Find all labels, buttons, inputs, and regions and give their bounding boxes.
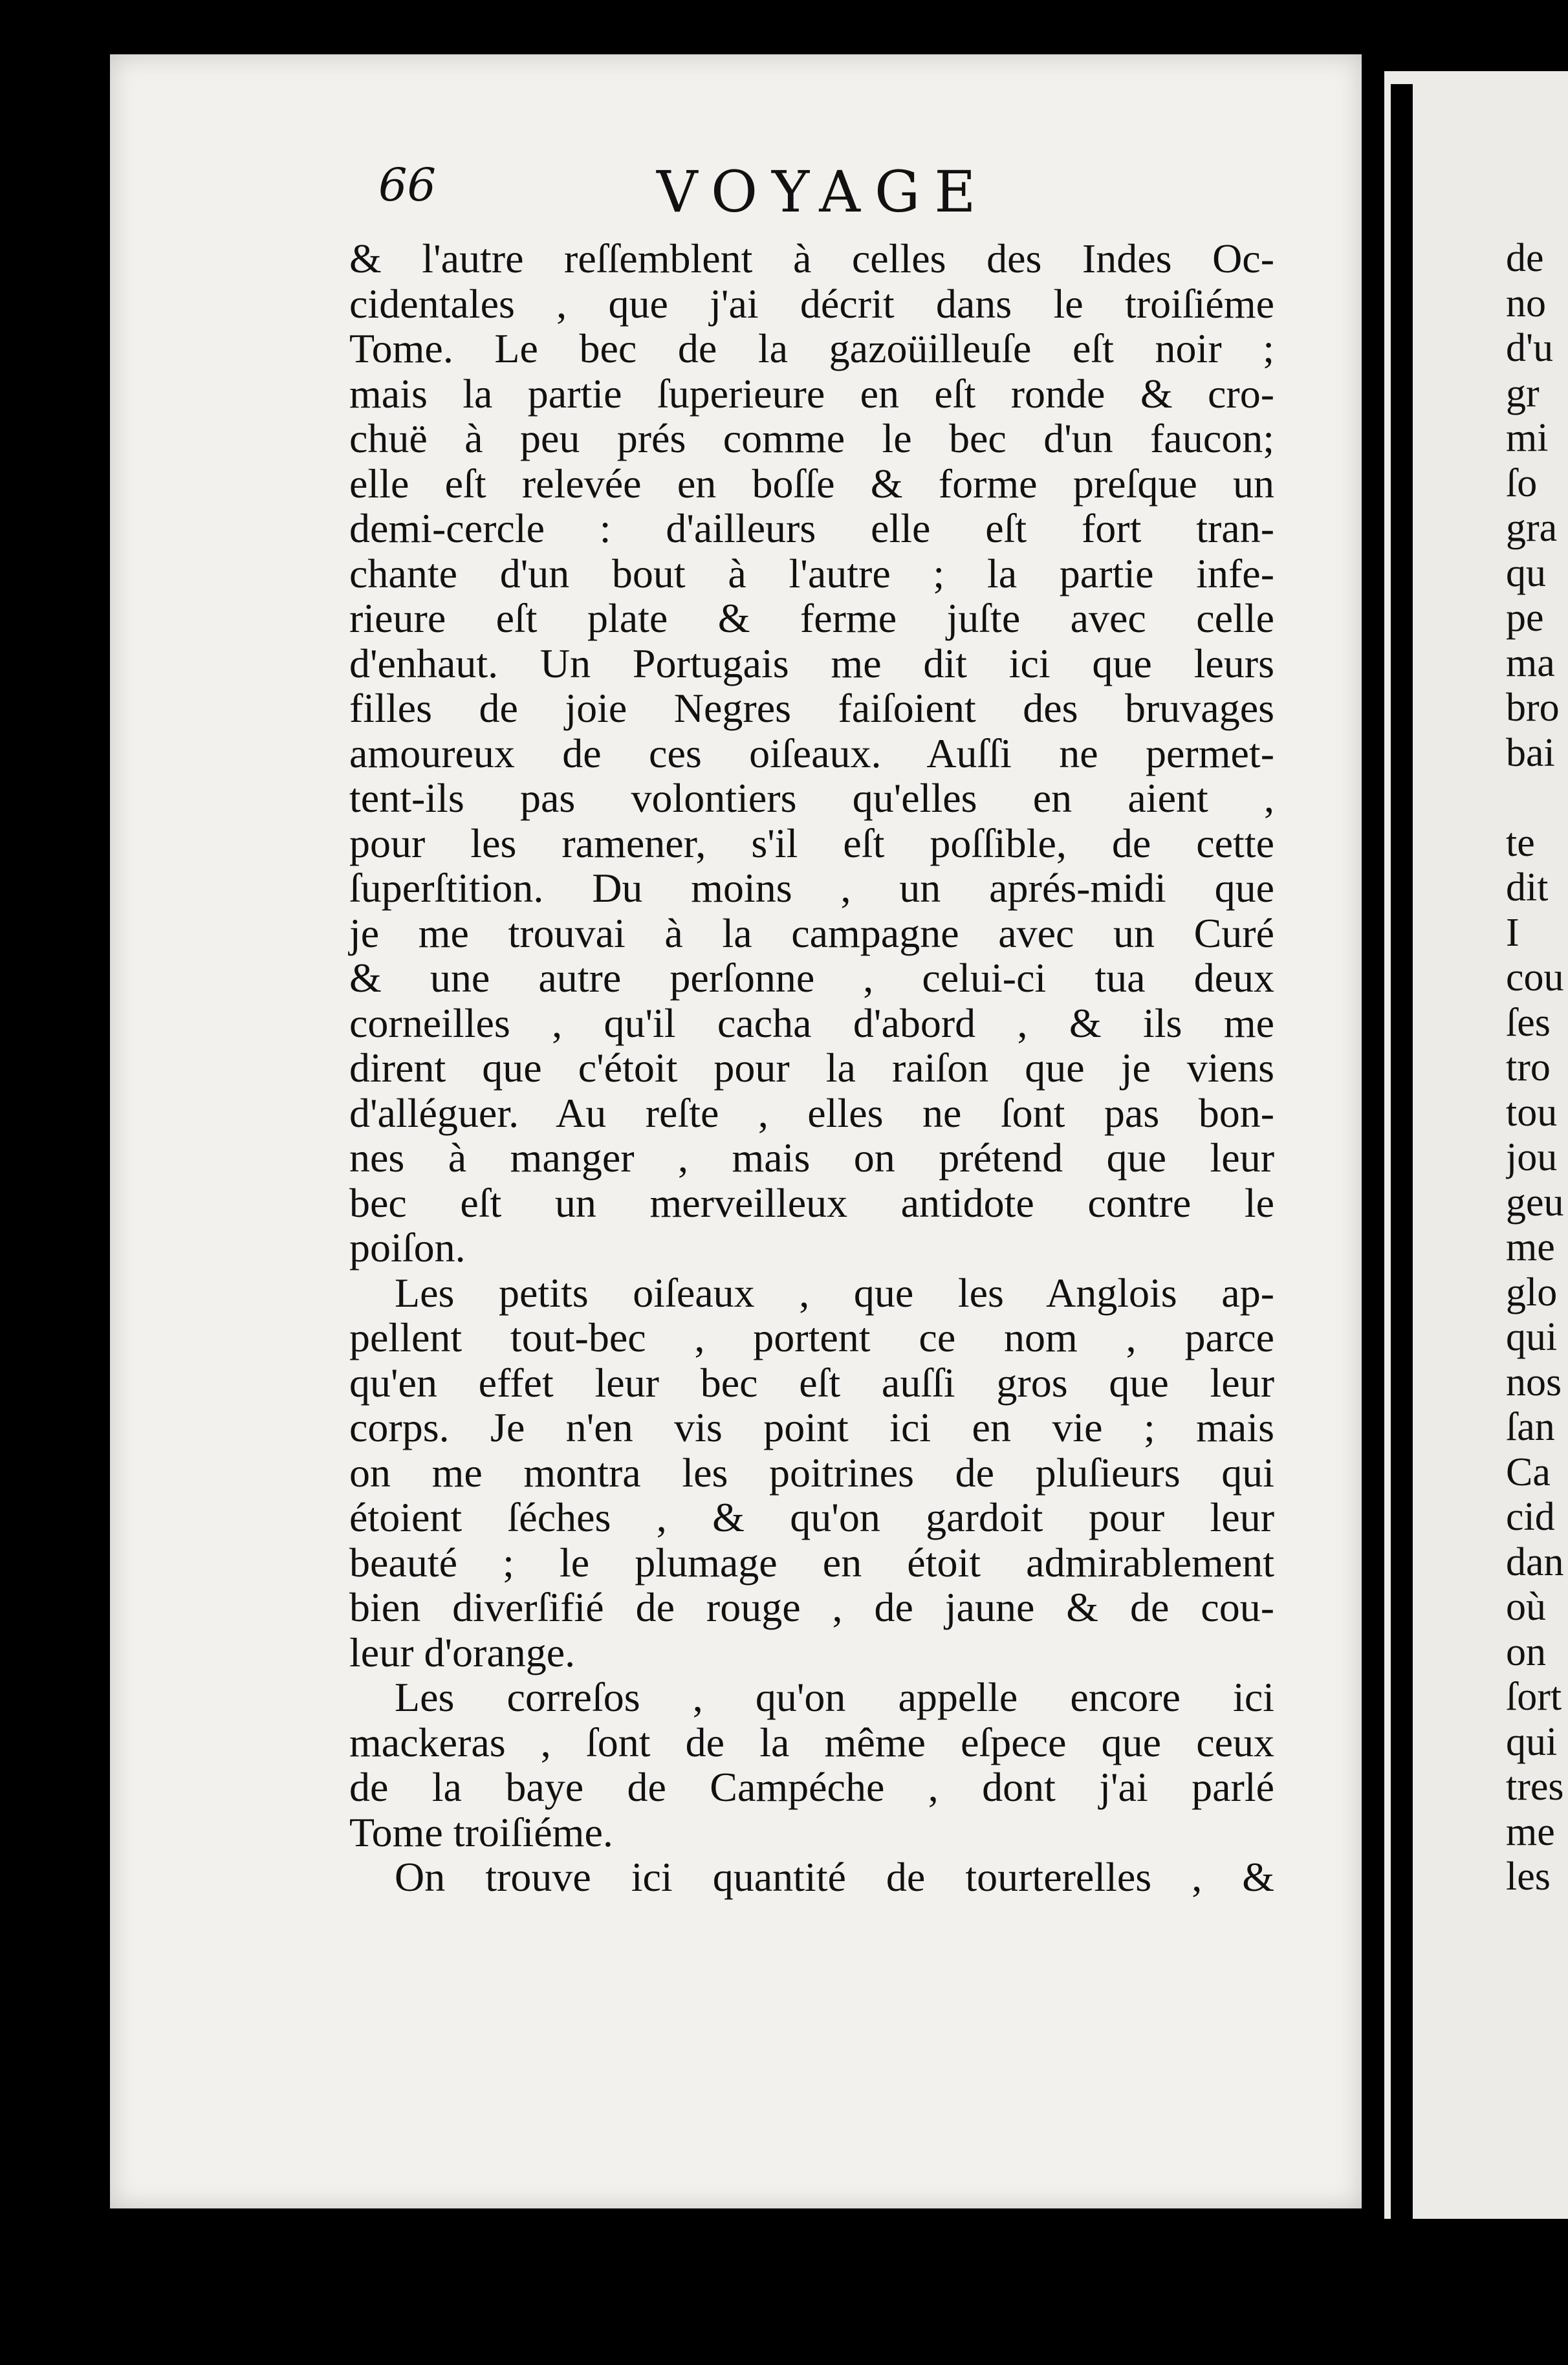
fragment-line: me bbox=[1506, 1225, 1555, 1269]
text-line: beauté ; le plumage en étoit admirablement bbox=[349, 1539, 1274, 1586]
fragment-line: ma bbox=[1506, 640, 1555, 685]
text-line: Tome. Le bec de la gazoüilleuſe eſt noir ; bbox=[349, 325, 1274, 371]
fragment-line: gr bbox=[1506, 371, 1540, 415]
page-header bbox=[378, 158, 1025, 230]
text-line: tent-ils pas volontiers qu'elles en aient , bbox=[349, 775, 1274, 821]
text-line: mais la partie ſuperieure en eſt ronde & cro- bbox=[349, 370, 1274, 417]
fragment-line: d'u bbox=[1506, 326, 1554, 370]
text-line: Tome troiſiéme. bbox=[349, 1809, 613, 1855]
fragment-line: geu bbox=[1506, 1180, 1564, 1225]
fragment-line: dit bbox=[1506, 866, 1549, 910]
page-number: 66 bbox=[378, 158, 437, 212]
text-line: rieure eſt plate & ferme juſte avec celle bbox=[349, 595, 1274, 641]
fragment-line: Ca bbox=[1506, 1450, 1551, 1494]
text-line: corps. Je n'en vis point ici en vie ; mais bbox=[349, 1404, 1274, 1450]
fragment-line: pe bbox=[1506, 596, 1544, 640]
fragment-line: de bbox=[1506, 236, 1544, 280]
text-line: amoureux de ces oiſeaux. Auſſi ne permet- bbox=[349, 730, 1274, 776]
fragment-line: tro bbox=[1506, 1045, 1551, 1089]
fragment-line: gra bbox=[1506, 506, 1558, 550]
text-line: & une autre perſonne , celui-ci tua deux bbox=[349, 955, 1274, 1001]
text-line: leur d'orange. bbox=[349, 1629, 576, 1675]
text-line: Les correſos , qu'on appelle encore ici bbox=[395, 1674, 1274, 1720]
text-line: d'alléguer. Au reſte , elles ne ſont pas bon- bbox=[349, 1089, 1274, 1136]
running-title: VOYAGE bbox=[657, 158, 990, 225]
text-line: & l'autre reſſemblent à celles des Indes Oc- bbox=[349, 235, 1274, 281]
fragment-line: on bbox=[1506, 1629, 1546, 1674]
fragment-line: ſan bbox=[1506, 1405, 1555, 1449]
text-line: bec eſt un merveilleux antidote contre le bbox=[349, 1179, 1274, 1226]
text-line: étoient ſéches , & qu'on gardoit pour leur bbox=[349, 1494, 1274, 1540]
fragment-line: ſo bbox=[1506, 461, 1538, 505]
fragment-line: qui bbox=[1506, 1315, 1558, 1359]
fragment-line: te bbox=[1506, 820, 1535, 865]
fragment-line: bai bbox=[1506, 730, 1555, 775]
fragment-line: glo bbox=[1506, 1270, 1558, 1314]
fragment-line: tou bbox=[1506, 1090, 1558, 1135]
fragment-line: no bbox=[1506, 281, 1546, 325]
text-line: je me trouvai à la campagne avec un Curé bbox=[349, 910, 1274, 956]
text-line: ſuperſtition. Du moins , un aprés-midi que bbox=[349, 865, 1274, 911]
text-line: chuë à peu prés comme le bec d'un faucon; bbox=[349, 415, 1274, 461]
text-line: poiſon. bbox=[349, 1225, 466, 1270]
fragment-line: mi bbox=[1506, 416, 1549, 460]
fragment-line: ſes bbox=[1506, 1000, 1551, 1045]
fragment-line: qu bbox=[1506, 550, 1546, 595]
text-line: pellent tout-bec , portent ce nom , parce bbox=[349, 1314, 1274, 1360]
text-line: demi-cercle : d'ailleurs elle eſt fort tran- bbox=[349, 505, 1274, 551]
fragment-line: tres bbox=[1506, 1765, 1564, 1809]
fragment-line: me bbox=[1506, 1809, 1555, 1854]
fragment-line: jou bbox=[1506, 1135, 1558, 1179]
right-page-text-fragments bbox=[1506, 236, 1568, 1900]
text-line: Les petits oiſeaux , que les Anglois ap- bbox=[395, 1269, 1274, 1316]
text-line: bien diverſifié de rouge , de jaune & de cou- bbox=[349, 1584, 1274, 1630]
book-gutter bbox=[1391, 84, 1413, 2232]
text-line: mackeras , ſont de la même eſpece que ceux bbox=[349, 1719, 1274, 1765]
fragment-line: cid bbox=[1506, 1495, 1555, 1539]
fragment-line: qui bbox=[1506, 1719, 1558, 1764]
body-text bbox=[349, 236, 1274, 1900]
text-line: cidentales , que j'ai décrit dans le troiſiéme bbox=[349, 280, 1274, 327]
text-line: pour les ramener, s'il eſt poſſible, de cette bbox=[349, 820, 1274, 866]
fragment-line: I bbox=[1506, 910, 1519, 955]
text-line: dirent que c'étoit pour la raiſon que je viens bbox=[349, 1045, 1274, 1091]
text-line: corneilles , qu'il cacha d'abord , & ils me bbox=[349, 999, 1274, 1046]
fragment-line: cou bbox=[1506, 955, 1564, 999]
fragment-line: où bbox=[1506, 1585, 1546, 1629]
text-line: nes à manger , mais on prétend que leur bbox=[349, 1135, 1274, 1181]
fragment-line: les bbox=[1506, 1855, 1551, 1899]
fragment-line: nos bbox=[1506, 1360, 1562, 1404]
text-line: qu'en effet leur bec eſt auſſi gros que leur bbox=[349, 1359, 1274, 1406]
fragment-line bbox=[1506, 776, 1568, 821]
text-line: chante d'un bout à l'autre ; la partie infe- bbox=[349, 550, 1274, 596]
text-line: elle eſt relevée en boſſe & forme preſque un bbox=[349, 460, 1274, 507]
fragment-line: dan bbox=[1506, 1540, 1564, 1584]
text-line: On trouve ici quantité de tourterelles , & bbox=[395, 1854, 1274, 1900]
text-line: on me montra les poitrines de pluſieurs qui bbox=[349, 1449, 1274, 1496]
fragment-line: ſort bbox=[1506, 1675, 1562, 1719]
text-line: d'enhaut. Un Portugais me dit ici que leurs bbox=[349, 640, 1274, 686]
text-line: de la baye de Campéche , dont j'ai parlé bbox=[349, 1764, 1274, 1810]
fragment-line: bro bbox=[1506, 686, 1560, 730]
text-line: filles de joie Negres faiſoient des bruvages bbox=[349, 685, 1274, 731]
